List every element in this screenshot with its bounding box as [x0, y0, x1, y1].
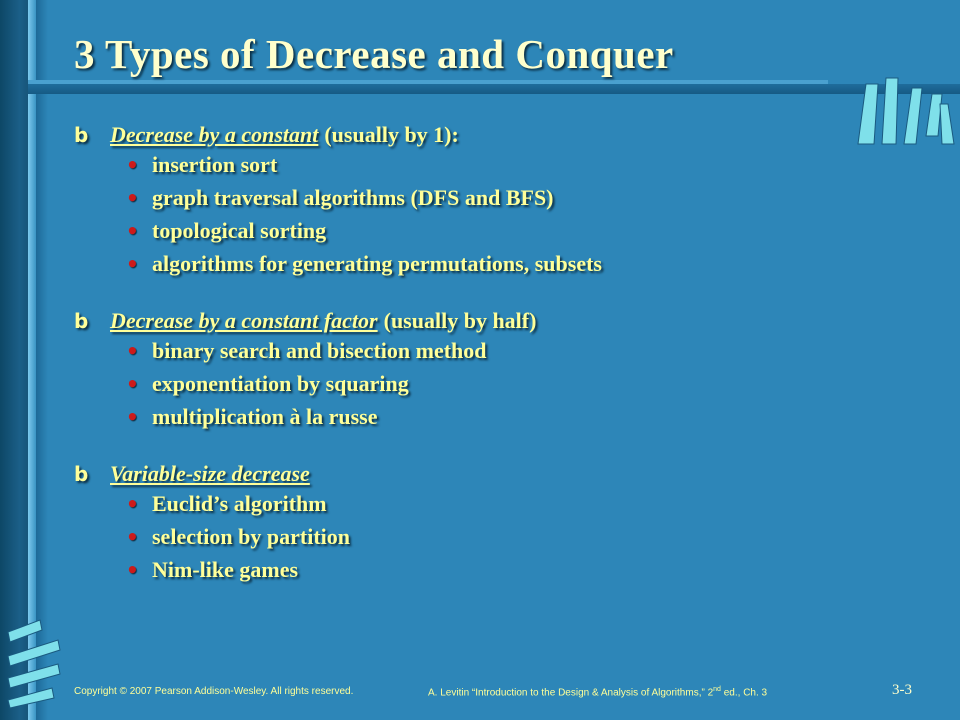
copyright-notice: Copyright © 2007 Pearson Addison-Wesley. All rights reserved.: [74, 686, 354, 697]
left-bar-shadow: [36, 0, 48, 720]
left-bar-dark: [0, 0, 28, 720]
list-item: [74, 404, 934, 437]
dot-bullet-icon: •: [126, 558, 139, 582]
section-heading: [74, 122, 934, 152]
book-citation: [428, 686, 767, 698]
list-item: [74, 251, 934, 284]
item-text: exponentiation by squaring: [152, 371, 409, 396]
dot-bullet-icon: •: [126, 186, 139, 210]
list-item: [74, 218, 934, 251]
item-text: Nim-like games: [152, 557, 299, 582]
section-heading: [74, 461, 934, 491]
item-list: [74, 152, 934, 284]
citation-main: A. Levitin “Introduction to the Design & Analysis of Algorithms,” 2: [428, 687, 714, 699]
citation-superscript: nd: [713, 686, 721, 693]
dot-bullet-icon: •: [126, 219, 139, 243]
list-item: [74, 524, 934, 557]
dot-bullet-icon: •: [126, 339, 139, 363]
section-variable-size-decrease: [74, 461, 934, 590]
list-item: [74, 338, 934, 371]
heading-note: (usually by 1):: [324, 122, 459, 147]
list-item: [74, 491, 934, 524]
item-list: [74, 338, 934, 437]
top-bar: [28, 84, 960, 94]
item-text: multiplication à la russe: [152, 404, 378, 429]
list-item: [74, 185, 934, 218]
item-list: [74, 491, 934, 590]
stripes-icon: [4, 618, 66, 710]
slide-content: [74, 122, 934, 614]
item-text: selection by partition: [152, 524, 350, 549]
section-decrease-by-constant-factor: [74, 308, 934, 437]
heading-term: Variable-size decrease: [110, 461, 310, 486]
bullet-icon: b: [74, 123, 89, 147]
dot-bullet-icon: •: [126, 525, 139, 549]
item-text: binary search and bisection method: [152, 338, 487, 363]
heading-note: (usually by half): [383, 308, 537, 333]
list-item: [74, 557, 934, 590]
dot-bullet-icon: •: [126, 492, 139, 516]
heading-term: Decrease by a constant: [110, 122, 319, 147]
slide-number: 3-3: [892, 682, 912, 698]
dot-bullet-icon: •: [126, 372, 139, 396]
left-bar-light: [28, 0, 36, 720]
heading-term: Decrease by a constant factor: [110, 308, 378, 333]
item-text: graph traversal algorithms (DFS and BFS): [152, 185, 554, 210]
list-item: [74, 152, 934, 185]
bullet-icon: b: [74, 309, 89, 333]
dot-bullet-icon: •: [126, 153, 139, 177]
item-text: Euclid’s algorithm: [152, 491, 327, 516]
slide-title: 3 Types of Decrease and Conquer: [74, 31, 674, 77]
section-heading: [74, 308, 934, 338]
list-item: [74, 371, 934, 404]
item-text: algorithms for generating permutations, subsets: [152, 251, 602, 276]
bullet-icon: b: [74, 462, 89, 486]
dot-bullet-icon: •: [126, 252, 139, 276]
dot-bullet-icon: •: [126, 405, 139, 429]
item-text: insertion sort: [152, 152, 278, 177]
citation-end: ed., Ch. 3: [720, 687, 768, 699]
item-text: topological sorting: [152, 218, 327, 243]
section-decrease-by-constant: [74, 122, 934, 284]
